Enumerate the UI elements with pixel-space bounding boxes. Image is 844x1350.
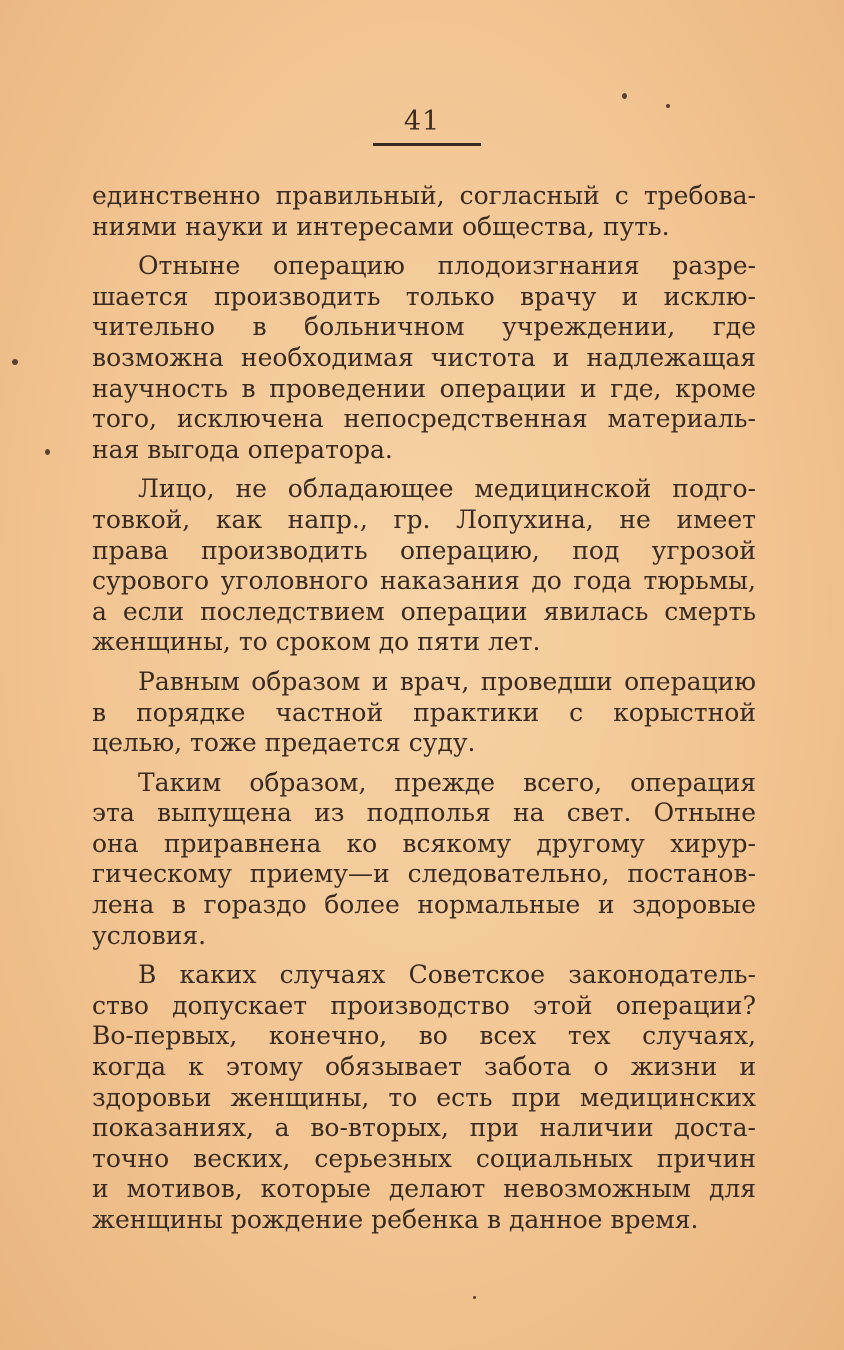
text-line: эта выпущена из подполья на свет. Отныне xyxy=(92,798,756,828)
ink-speck xyxy=(45,449,50,455)
ink-speck xyxy=(622,93,627,99)
paragraph xyxy=(92,960,756,1235)
ink-speck xyxy=(473,1296,476,1299)
text-line: ная выгода оператора. xyxy=(92,434,393,464)
paragraph xyxy=(92,474,756,658)
text-line: шается производить только врачу и исклю- xyxy=(92,281,756,311)
text-line: целью, тоже предается суду. xyxy=(92,728,476,758)
text-line: лена в гораздо более нормальные и здоровые xyxy=(92,890,756,920)
text-line: чительно в больничном учреждении, где xyxy=(92,312,756,342)
text-line: права производить операцию, под угрозой xyxy=(92,535,756,565)
page-number: 41 xyxy=(403,106,441,137)
text-line: возможна необходимая чистота и надлежащая xyxy=(92,342,756,372)
text-line: и мотивов, которые делают невозможным для xyxy=(92,1174,756,1204)
text-line: Лицо, не обладающее медицинской подго- xyxy=(138,474,756,504)
text-line: здоровьи женщины, то есть при медицинских xyxy=(92,1082,756,1112)
text-line: товкой, как напр., гр. Лопухина, не имеет xyxy=(92,504,756,534)
text-line: Равным образом и врач, проведши операцию xyxy=(138,666,756,696)
text-line: в порядке частной практики с корыстной xyxy=(92,697,756,727)
text-line: показаниях, а во-вторых, при наличии доста- xyxy=(92,1113,756,1143)
paragraph xyxy=(92,667,756,759)
text-line: В каких случаях Советское законодатель- xyxy=(138,960,756,990)
text-line: того, исключена непосредственная материаль- xyxy=(92,404,756,434)
text-line: Отныне операцию плодоизгнания разре- xyxy=(138,251,756,281)
text-line: Таким образом, прежде всего, операция xyxy=(138,767,756,797)
header-rule xyxy=(373,143,481,146)
text-line: гическому приему—и следовательно, постанов- xyxy=(92,859,756,889)
text-line: Во-первых, конечно, во всех тех случаях, xyxy=(92,1021,756,1051)
text-line: условия. xyxy=(92,920,207,950)
text-line: ство допускает производство этой операции? xyxy=(92,990,756,1020)
text-line: а если последствием операции явилась смерть xyxy=(92,596,756,626)
text-line: единственно правильный, согласный с требова- xyxy=(92,181,756,210)
text-line: когда к этому обязывает забота о жизни и xyxy=(92,1052,756,1082)
ink-speck xyxy=(666,104,670,108)
text-line: ниями науки и интересами общества, путь. xyxy=(92,211,670,241)
text-line: женщины рождение ребенка в данное время. xyxy=(92,1205,699,1234)
text-line: сурового уголовного наказания до года тюрьмы, xyxy=(92,566,756,596)
paragraph xyxy=(92,251,756,465)
text-line: женщины, то сроком до пяти лет. xyxy=(92,627,541,657)
text-line: научность в проведении операции и где, кроме xyxy=(92,373,756,403)
text-line: точно веских, серьезных социальных причин xyxy=(92,1143,756,1173)
ink-speck xyxy=(12,359,18,365)
paragraph xyxy=(92,768,756,952)
text-line: она приравнена ко всякому другому хирур- xyxy=(92,828,756,858)
body-text xyxy=(92,181,756,1245)
paragraph xyxy=(92,181,756,242)
